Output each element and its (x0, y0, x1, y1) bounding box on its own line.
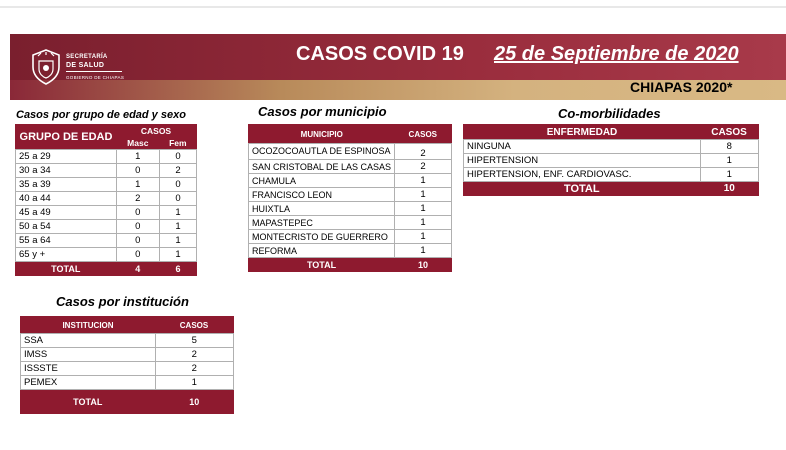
edad-total-m: 4 (116, 262, 160, 276)
municipio-cases: 1 (395, 202, 452, 216)
comorbilidad-cases: 8 (700, 140, 759, 154)
table-row (16, 178, 197, 192)
edad-table (15, 124, 197, 276)
municipio-name: MONTECRISTO DE GUERRERO (249, 230, 395, 244)
municipio-name: MAPASTEPEC (249, 216, 395, 230)
institucion-name: PEMEX (21, 376, 156, 390)
table-row (249, 216, 452, 230)
comorbilidades-col-cases: CASOS (700, 125, 759, 140)
table-row (16, 192, 197, 206)
institucion-cases: 1 (155, 376, 234, 390)
municipio-section-title: Casos por municipio (258, 104, 387, 119)
institucion-name: IMSS (21, 348, 156, 362)
top-divider (0, 6, 786, 8)
edad-group: 35 a 39 (16, 178, 117, 192)
edad-col-group: GRUPO DE EDAD (16, 125, 117, 150)
comorbilidad-name: NINGUNA (464, 140, 701, 154)
edad-m: 0 (116, 164, 160, 178)
institucion-name: SSA (21, 334, 156, 348)
table-row (249, 188, 452, 202)
edad-total-f: 6 (160, 262, 197, 276)
comorbilidad-cases: 1 (700, 154, 759, 168)
edad-group: 45 a 49 (16, 206, 117, 220)
municipio-col-cases: CASOS (395, 125, 452, 144)
page-title: CASOS COVID 19 (296, 43, 464, 65)
institucion-section-title: Casos por institución (56, 294, 189, 309)
municipio-total-value: 10 (395, 258, 452, 272)
edad-f: 1 (160, 220, 197, 234)
edad-total-label: TOTAL (16, 262, 117, 276)
edad-f: 0 (160, 192, 197, 206)
institucion-total-value: 10 (155, 390, 234, 414)
institucion-name: ISSSTE (21, 362, 156, 376)
table-row (249, 244, 452, 258)
edad-group: 25 a 29 (16, 150, 117, 164)
table-row (21, 348, 234, 362)
institucion-cases: 2 (155, 362, 234, 376)
comorbilidad-name: HIPERTENSION (464, 154, 701, 168)
edad-m: 0 (116, 234, 160, 248)
edad-col-f: Fem (160, 137, 197, 150)
table-row (249, 230, 452, 244)
municipio-cases: 1 (395, 174, 452, 188)
chiapas-seal-icon (30, 49, 62, 85)
table-row (249, 160, 452, 174)
comorbilidades-total-label: TOTAL (464, 182, 701, 196)
table-row (16, 248, 197, 262)
table-row (249, 174, 452, 188)
logo-line1: SECRETARÍA (66, 54, 108, 60)
institucion-table (20, 316, 234, 414)
institucion-cases: 2 (155, 348, 234, 362)
table-row (464, 154, 759, 168)
institucion-total-label: TOTAL (21, 390, 156, 414)
municipio-cases: 1 (395, 216, 452, 230)
edad-f: 0 (160, 150, 197, 164)
edad-m: 0 (116, 220, 160, 234)
comorbilidad-name: HIPERTENSION, ENF. CARDIOVASC. (464, 168, 701, 182)
total-row (464, 182, 759, 196)
edad-group: 50 a 54 (16, 220, 117, 234)
total-row (21, 390, 234, 414)
table-row (16, 206, 197, 220)
table-row (16, 234, 197, 248)
edad-f: 1 (160, 248, 197, 262)
table-row (21, 362, 234, 376)
municipio-table (248, 124, 452, 272)
edad-m: 1 (116, 150, 160, 164)
logo-divider (66, 71, 122, 72)
comorbilidad-cases: 1 (700, 168, 759, 182)
comorbilidades-section-title: Co-morbilidades (558, 106, 661, 121)
municipio-name: HUIXTLA (249, 202, 395, 216)
page-date: 25 de Septiembre de 2020 (494, 43, 739, 65)
edad-f: 0 (160, 178, 197, 192)
municipio-col-name: MUNICIPIO (249, 125, 395, 144)
table-row (249, 202, 452, 216)
edad-m: 0 (116, 206, 160, 220)
total-row (16, 262, 197, 276)
municipio-name: CHAMULA (249, 174, 395, 188)
table-row (21, 376, 234, 390)
comorbilidades-col-name: ENFERMEDAD (464, 125, 701, 140)
table-row (16, 164, 197, 178)
edad-group: 65 y + (16, 248, 117, 262)
edad-m: 0 (116, 248, 160, 262)
edad-group: 55 a 64 (16, 234, 117, 248)
edad-f: 2 (160, 164, 197, 178)
edad-m: 2 (116, 192, 160, 206)
edad-f: 1 (160, 206, 197, 220)
table-row (21, 334, 234, 348)
institucion-col-name: INSTITUCION (21, 317, 156, 334)
municipio-name: FRANCISCO LEON (249, 188, 395, 202)
edad-section-title: Casos por grupo de edad y sexo (16, 109, 186, 121)
comorbilidades-total-value: 10 (700, 182, 759, 196)
institucion-col-cases: CASOS (155, 317, 234, 334)
institucion-cases: 5 (155, 334, 234, 348)
logo-line3: GOBIERNO DE CHIAPAS (66, 75, 125, 80)
edad-f: 1 (160, 234, 197, 248)
municipio-cases: 1 (395, 188, 452, 202)
edad-col-m: Masc (116, 137, 160, 150)
municipio-name: SAN CRISTOBAL DE LAS CASAS (249, 160, 395, 174)
table-row (464, 168, 759, 182)
edad-col-cases: CASOS (116, 125, 197, 138)
comorbilidades-table (463, 124, 759, 196)
edad-m: 1 (116, 178, 160, 192)
table-row (249, 144, 452, 160)
table-row (464, 140, 759, 154)
municipio-cases: 1 (395, 244, 452, 258)
table-row (16, 220, 197, 234)
municipio-total-label: TOTAL (249, 258, 395, 272)
edad-group: 30 a 34 (16, 164, 117, 178)
municipio-name: OCOZOCOAUTLA DE ESPINOSA (249, 144, 395, 160)
edad-group: 40 a 44 (16, 192, 117, 206)
municipio-cases: 2 (395, 160, 452, 174)
municipio-cases: 2 (395, 144, 452, 160)
municipio-name: REFORMA (249, 244, 395, 258)
table-row (16, 150, 197, 164)
logo-line2: DE SALUD (66, 62, 105, 69)
page-subtitle: CHIAPAS 2020* (630, 79, 733, 95)
municipio-cases: 1 (395, 230, 452, 244)
total-row (249, 258, 452, 272)
